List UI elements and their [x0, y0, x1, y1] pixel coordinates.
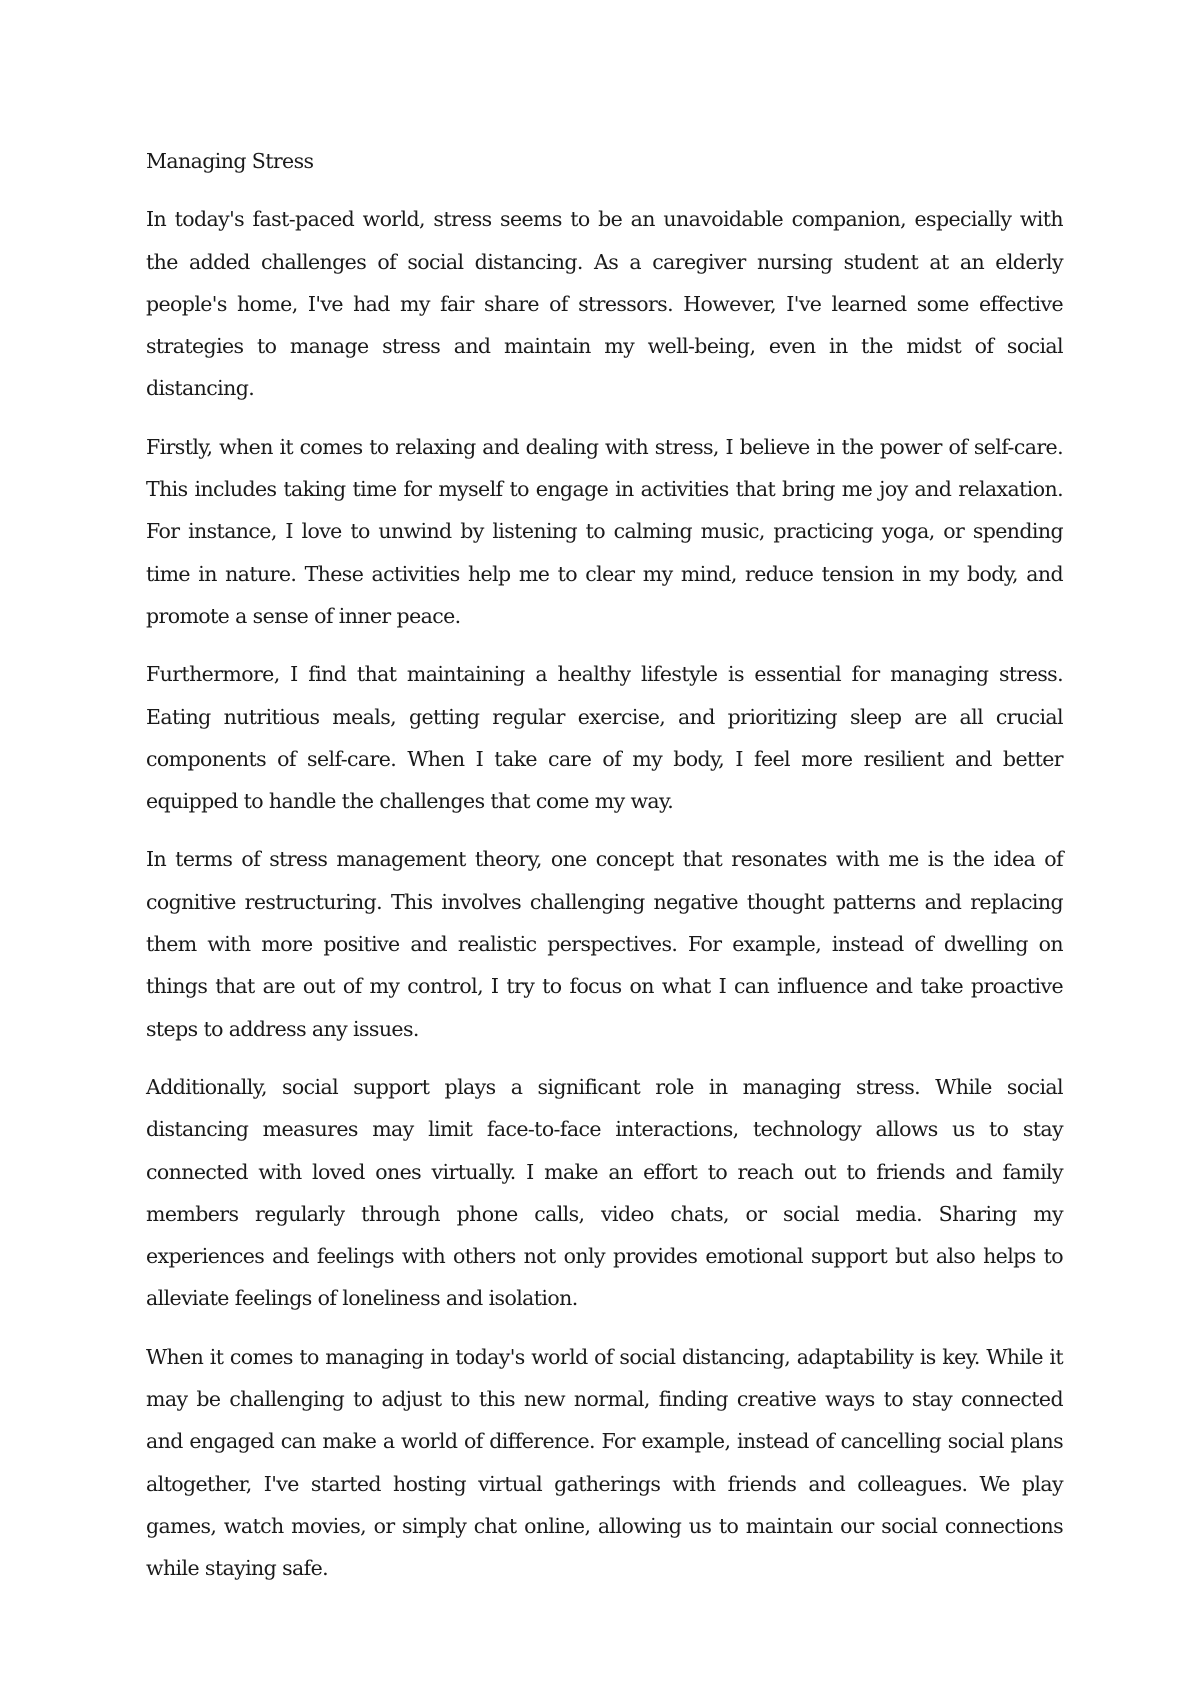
paragraph: Additionally, social support plays a significant role in managing stress. While social distancing measures may limit face-to-face interactions, technology allows us to stay connected with loved ones virtually. I make an effort to reach out to friends and family members regularly through phone calls, video chats, or social media. Sharing my experiences and feelings with others not only provides emotional support but also helps to alleviate feelings of loneliness and isolation.	[146, 1074, 1063, 1311]
paragraph: In today's fast-paced world, stress seems to be an unavoidable companion, especially with the added challenges of social distancing. As a caregiver nursing student at an elderly people's home, I've had my fair share of stressors. However, I've learned some effective strategies to manage stress and maintain my well-being, even in the midst of social distancing.	[146, 207, 1063, 401]
document-title: Managing Stress	[146, 149, 314, 173]
paragraph: Firstly, when it comes to relaxing and dealing with stress, I believe in the power of self-care. This includes taking time for myself to engage in activities that bring me joy and relaxation. For instance, I love to unwind by listening to calming music, practicing yoga, or spending time in nature. These activities help me to clear my mind, reduce tension in my body, and promote a sense of inner peace.	[146, 434, 1063, 628]
document-body	[146, 140, 1063, 1606]
paragraph: Furthermore, I find that maintaining a healthy lifestyle is essential for managing stress. Eating nutritious meals, getting regular exercise, and prioritizing sleep are all crucial components of self-care. When I take care of my body, I feel more resilient and better equipped to handle the challenges that come my way.	[146, 662, 1063, 814]
paragraph: In terms of stress management theory, one concept that resonates with me is the idea of cognitive restructuring. This involves challenging negative thought patterns and replacing them with more positive and realistic perspectives. For example, instead of dwelling on things that are out of my control, I try to focus on what I can influence and take proactive steps to address any issues.	[146, 847, 1063, 1041]
paragraph: When it comes to managing in today's world of social distancing, adaptability is key. While it may be challenging to adjust to this new normal, finding creative ways to stay connected and engaged can make a world of difference. For example, instead of cancelling social plans altogether, I've started hosting virtual gatherings with friends and colleagues. We play games, watch movies, or simply chat online, allowing us to maintain our social connections while staying safe.	[146, 1344, 1063, 1581]
